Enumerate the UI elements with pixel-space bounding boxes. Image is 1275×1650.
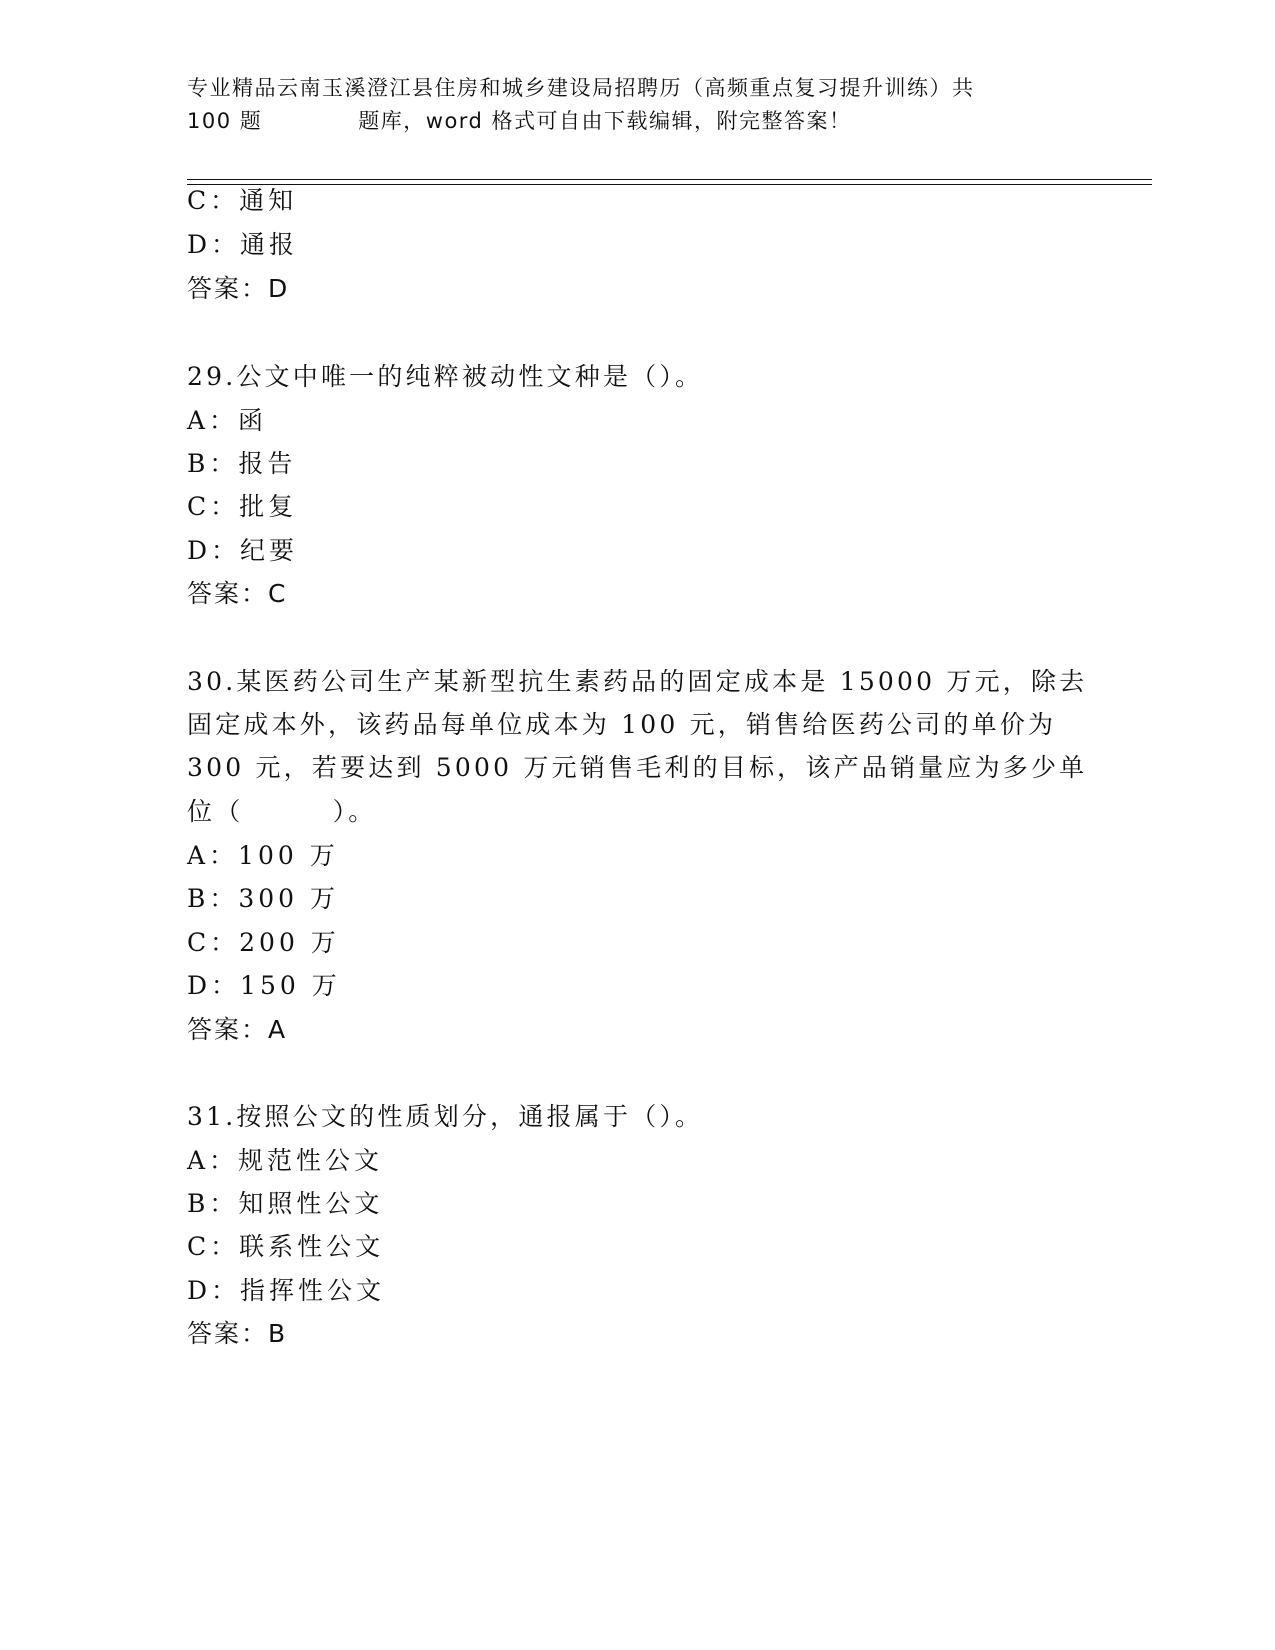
q30-question-line4: 位（ ）。: [187, 797, 377, 826]
header-description: 题库，word 格式可自由下载编辑，附完整答案！: [358, 109, 852, 133]
q29-option-b: B：报告: [187, 449, 297, 478]
q29-option-d: D：纪要: [187, 536, 299, 565]
q31-option-b: B：知照性公文: [187, 1189, 384, 1218]
header-title-line2: [187, 105, 1087, 138]
q28-option-c: C：通知: [187, 186, 298, 215]
q31-option-d: D：指挥性公文: [187, 1276, 386, 1305]
q31-answer: 答案：B: [187, 1319, 288, 1348]
q30-option-a: A：100 万: [187, 841, 339, 870]
q30-option-c: C：200 万: [187, 928, 340, 957]
q30-option-b: B：300 万: [187, 884, 340, 913]
q30-question-line3: 300 元，若要达到 5000 万元销售毛利的目标，该产品销量应为多少单: [187, 753, 1088, 782]
document-header: [187, 72, 1087, 138]
q28-option-d: D：通报: [187, 230, 299, 259]
q29-option-a: A：函: [187, 406, 268, 435]
q29-answer: 答案：C: [187, 579, 288, 608]
header-title-line1: 专业精品云南玉溪澄江县住房和城乡建设局招聘历（高频重点复习提升训练）共: [187, 76, 975, 100]
q30-question-line1: 30.某医药公司生产某新型抗生素药品的固定成本是 15000 万元，除去: [187, 667, 1088, 696]
header-question-count: 100 题: [187, 109, 263, 133]
q30-option-d: D：150 万: [187, 971, 341, 1000]
q31-option-c: C：联系性公文: [187, 1232, 385, 1261]
q30-answer: 答案：A: [187, 1015, 288, 1044]
q29-question: 29.公文中唯一的纯粹被动性文种是（）。: [187, 362, 704, 391]
header-divider-top: [187, 179, 1152, 180]
q29-option-c: C：批复: [187, 492, 298, 521]
q31-option-a: A：规范性公文: [187, 1146, 384, 1175]
header-divider-bottom: [187, 184, 1152, 185]
q31-question: 31.按照公文的性质划分，通报属于（）。: [187, 1102, 704, 1131]
q28-answer: 答案：D: [187, 274, 290, 303]
q30-question-line2: 固定成本外，该药品每单位成本为 100 元，销售给医药公司的单价为: [187, 710, 1057, 739]
